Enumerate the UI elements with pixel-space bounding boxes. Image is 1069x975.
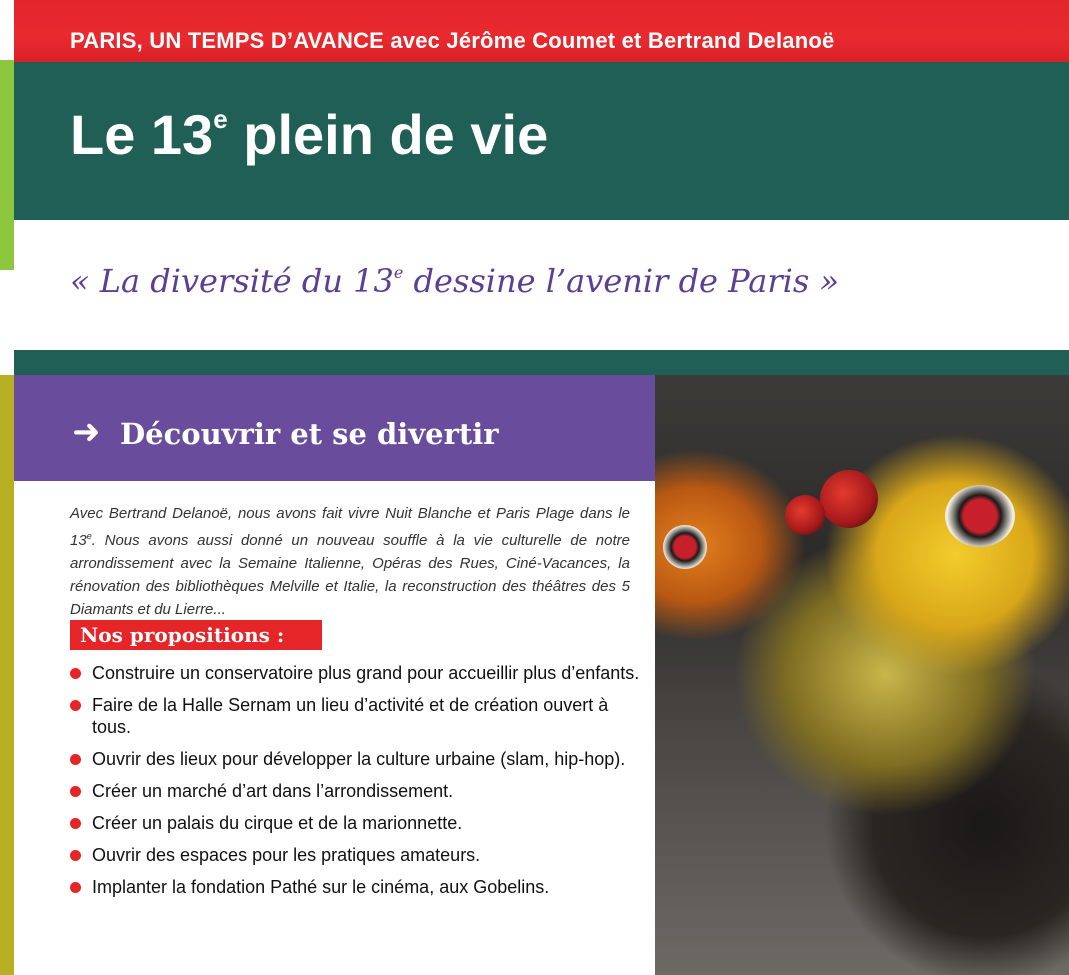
intro-text-start: Avec Bertrand Delanoë, nous avons fait vivre Nuit Blanche et Paris Plage dans le 13 bbox=[70, 505, 630, 549]
header-band bbox=[14, 0, 1069, 62]
list-item bbox=[70, 876, 640, 898]
bullet-dot-icon bbox=[70, 818, 81, 829]
edge-color-strip-green bbox=[0, 60, 14, 270]
proposition-text: Ouvrir des espaces pour les pratiques amateurs. bbox=[92, 845, 481, 865]
intro-text-end: . Nous avons aussi donné un nouveau souffle à la vie culturelle de notre arrondissement avec la Semaine Italienne, Opéras des Rues, Ciné-Vacances, la rénovation des bibliothèques Melville et Italie, la reconstruction des théâtres des 5 Diamants et du Lierre... bbox=[70, 532, 630, 618]
list-item bbox=[70, 812, 640, 834]
page-title bbox=[70, 102, 548, 167]
bullet-dot-icon bbox=[70, 786, 81, 797]
list-item bbox=[70, 748, 640, 770]
title-band bbox=[14, 62, 1069, 220]
title-text-start: Le 13 bbox=[70, 103, 214, 166]
lion-pompom bbox=[820, 470, 878, 528]
lion-eye-small bbox=[663, 525, 707, 569]
quote-text-start: « La diversité du 13 bbox=[70, 262, 394, 300]
quote-text-end: dessine l’avenir de Paris » bbox=[403, 262, 840, 300]
edge-color-strip-olive bbox=[0, 375, 14, 975]
section-header bbox=[14, 375, 655, 481]
propositions-label: Nos propositions : bbox=[70, 620, 322, 650]
arrow-right-icon: ➜ bbox=[72, 413, 101, 451]
proposition-text: Implanter la fondation Pathé sur le cinéma, aux Gobelins. bbox=[92, 877, 550, 897]
intro-paragraph bbox=[70, 502, 630, 621]
proposition-text: Créer un marché d’art dans l’arrondissement. bbox=[92, 781, 454, 801]
title-superscript: e bbox=[213, 104, 228, 134]
title-text-end: plein de vie bbox=[227, 103, 549, 166]
bullet-dot-icon bbox=[70, 882, 81, 893]
lion-dance-photo bbox=[655, 375, 1069, 975]
proposition-text: Faire de la Halle Sernam un lieu d’activité et de création ouvert à tous. bbox=[92, 695, 609, 737]
propositions-list bbox=[70, 662, 640, 908]
bullet-dot-icon bbox=[70, 850, 81, 861]
intro-superscript: e bbox=[86, 531, 92, 541]
quote-band bbox=[14, 220, 1069, 350]
campaign-kicker: PARIS, UN TEMPS D’AVANCE avec Jérôme Coumet et Bertrand Delanoë bbox=[70, 28, 835, 53]
divider-band bbox=[14, 350, 1069, 375]
lion-pompom bbox=[785, 495, 825, 535]
bullet-dot-icon bbox=[70, 754, 81, 765]
proposition-text: Créer un palais du cirque et de la marionnette. bbox=[92, 813, 463, 833]
lion-eye-left bbox=[945, 485, 1015, 547]
list-item bbox=[70, 844, 640, 866]
quote-superscript: e bbox=[393, 263, 404, 282]
section-title: Découvrir et se divertir bbox=[120, 417, 499, 451]
list-item bbox=[70, 780, 640, 802]
proposition-text: Ouvrir des lieux pour développer la culture urbaine (slam, hip-hop). bbox=[92, 749, 626, 769]
list-item bbox=[70, 694, 640, 738]
list-item bbox=[70, 662, 640, 684]
bullet-dot-icon bbox=[70, 668, 81, 679]
proposition-text: Construire un conservatoire plus grand pour accueillir plus d’enfants. bbox=[92, 663, 640, 683]
pull-quote bbox=[70, 262, 839, 300]
bullet-dot-icon bbox=[70, 700, 81, 711]
